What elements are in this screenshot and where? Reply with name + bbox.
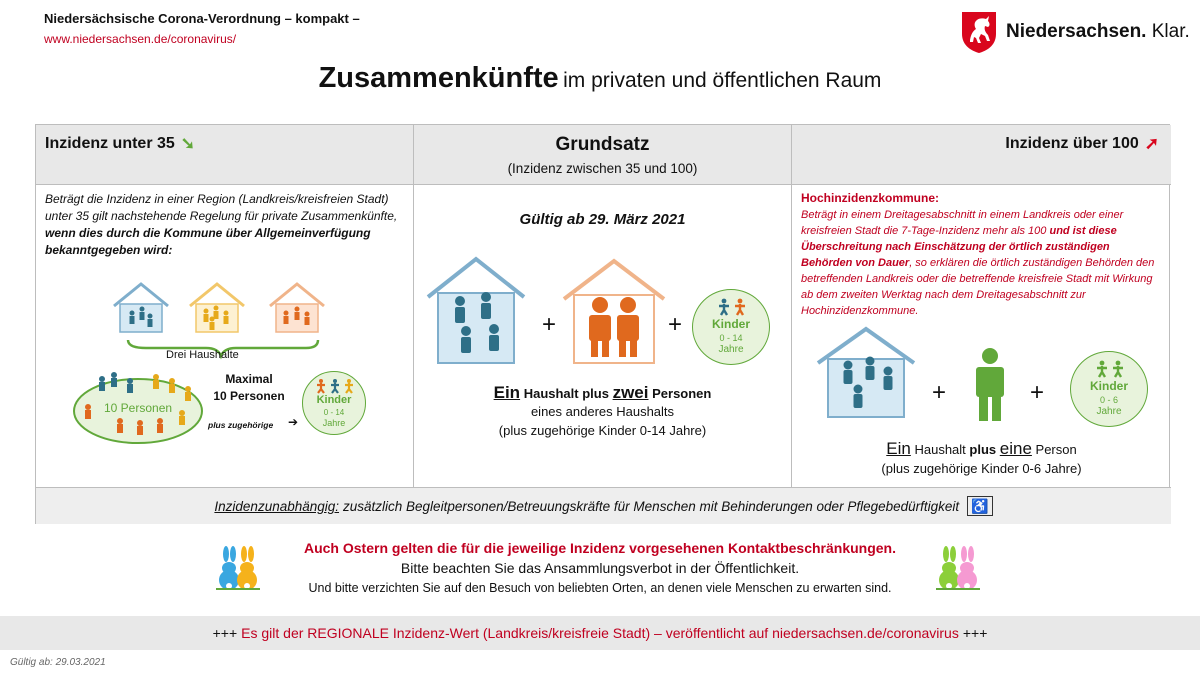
high-caption-line1 xyxy=(792,439,1171,459)
heading-high-text: Inzidenz über 100 xyxy=(1005,135,1139,152)
plus-sign-2: + xyxy=(668,311,683,338)
header-cell-low xyxy=(36,125,414,185)
house-two-persons-icon xyxy=(560,257,668,369)
house-yellow-icon xyxy=(190,284,244,332)
header-cell-high xyxy=(792,125,1171,185)
kids-age: 0 - 6 xyxy=(1099,395,1118,405)
base-caption-line2: eines anderes Haushalts xyxy=(530,404,675,419)
high-caption-line2: (plus zugehörige Kinder 0-6 Jahre) xyxy=(881,461,1082,476)
kids-age: 0 - 14 xyxy=(719,333,743,343)
kids-badge-high xyxy=(1070,351,1148,427)
persons-label: 10 Personen xyxy=(104,401,173,415)
caption-ein: Ein xyxy=(886,439,911,458)
kids-unit: Jahre xyxy=(1096,406,1122,417)
kids-label: Kinder xyxy=(711,317,750,331)
caption-zwei: zwei xyxy=(612,383,649,402)
easter-line3: Und bitte verzichten Sie auf den Besuch von beliebten Orten, an denen viele Menschen zu erwarten sind. xyxy=(308,581,892,595)
page-title-bold: Zusammenkünfte xyxy=(318,62,559,94)
page-title-rest: im privaten und öffentlichen Raum xyxy=(563,69,882,92)
heading-low xyxy=(45,134,195,154)
heading-high xyxy=(1005,134,1159,154)
person-green-icon xyxy=(970,347,1010,423)
body-cell-base xyxy=(414,185,792,488)
kids-icon xyxy=(715,298,749,316)
kids-badge-low xyxy=(302,371,366,435)
independent-row xyxy=(36,488,1171,524)
logo-brand: Niedersachsen. xyxy=(1006,21,1147,42)
kids-icon xyxy=(313,378,357,394)
max-line2: 10 Personen xyxy=(213,389,285,403)
caption-end: Personen xyxy=(652,386,712,401)
house-household-icon xyxy=(424,255,528,369)
caption-eine: eine xyxy=(999,439,1032,458)
house-orange-icon xyxy=(270,284,324,332)
hz-text-2: , so erklären die örtlich zuständigen Behörden den betreffenden Landkreis oder die betreffende kreisfreie Stadt mit Wirkung ab dem zweiten Werktag nach dem Dreitagesabschnitt zur Hochinzidenzkommune. xyxy=(801,257,1155,317)
valid-from: Gültig ab 29. März 2021 xyxy=(519,211,686,228)
heading-base: Grundsatz xyxy=(555,134,650,155)
hz-text-bold: und ist diese Überschreitung nach Einschätzung der örtlich zuständigen Behörden von Dauer xyxy=(801,225,1117,269)
header-url-link[interactable]: www.niedersachsen.de/coronavirus/ xyxy=(44,32,237,46)
low-description-bold: wenn dies durch die Kommune über Allgemeinverfügung bekanntgegeben wird: xyxy=(45,226,371,257)
banner-prefix: +++ xyxy=(212,625,238,641)
base-caption-line1 xyxy=(414,383,791,403)
independent-text: zusätzlich Begleitpersonen/Betreuungskräfte für Menschen mit Behinderungen oder Pflegebedürftigkeit xyxy=(343,498,960,514)
kids-badge-base xyxy=(692,289,770,365)
plus-sign-4: + xyxy=(1030,379,1045,406)
easter-line2: Bitte beachten Sie das Ansammlungsverbot in der Öffentlichkeit. xyxy=(400,560,800,576)
logo-claim: Klar. xyxy=(1151,21,1190,42)
low-description-plain: Beträgt die Inzidenz in einer Region (Landkreis/kreisfreien Stadt) unter 35 gilt nachstehende Regelung für private Zusammenkünfte, xyxy=(45,192,398,223)
banner-suffix: +++ xyxy=(962,625,988,641)
easter-line1: Auch Ostern gelten die für die jeweilige Inzidenz vorgesehenen Kontaktbeschränkungen. xyxy=(303,540,896,556)
plus-label: plus zugehörige xyxy=(208,420,274,430)
kids-label: Kinder xyxy=(1089,379,1128,393)
horse-crest-icon xyxy=(960,10,998,54)
arrow-up-red-icon: ➚ xyxy=(1144,134,1159,153)
valid-footnote: Gültig ab: 29.03.2021 xyxy=(10,657,106,668)
caption-mid: Haushalt xyxy=(914,442,966,457)
regional-banner xyxy=(0,616,1200,650)
rules-table xyxy=(35,124,1170,524)
logo-text xyxy=(1006,21,1190,43)
logo xyxy=(960,10,1190,54)
plus-sign-3: + xyxy=(932,379,947,406)
max-line1: Maximal xyxy=(225,372,273,386)
hz-text-1: Beträgt in einem Dreitagesabschnitt in einem Landkreis oder einer kreisfreien Stadt die 7-Tage-Inzidenz mehr als 100 xyxy=(801,209,1124,237)
house-household-icon xyxy=(814,325,918,421)
kids-age: 0 - 14 xyxy=(323,408,345,417)
header-title: Niedersächsische Corona-Verordnung – kompakt – xyxy=(44,11,360,26)
base-caption-line3: (plus zugehörige Kinder 0-14 Jahre) xyxy=(498,423,707,438)
arrow-down-green-icon: ➘ xyxy=(180,134,196,153)
caption-plus: plus xyxy=(969,442,997,457)
kids-label: Kinder xyxy=(316,394,352,406)
plus-sign-1: + xyxy=(542,311,557,338)
three-households-illustration xyxy=(106,278,336,358)
banner-text: Es gilt der REGIONALE Inzidenz-Wert (Landkreis/kreisfreie Stadt) – veröffentlicht auf niedersachsen.de/coronavirus xyxy=(241,625,959,641)
body-cell-low xyxy=(36,185,414,488)
hz-text xyxy=(801,207,1163,319)
caption-mid: Haushalt plus xyxy=(523,386,609,401)
wheelchair-icon: ♿ xyxy=(967,496,992,516)
hz-title: Hochinzidenzkommune: xyxy=(801,191,940,205)
heading-low-text: Inzidenz unter 35 xyxy=(45,135,175,152)
households-label: Drei Haushalte xyxy=(166,349,239,361)
arrow-right-icon: ➔ xyxy=(288,415,299,429)
house-blue-icon xyxy=(114,284,168,332)
page-title xyxy=(0,62,1200,95)
caption-end: Person xyxy=(1035,442,1077,457)
header-cell-base xyxy=(414,125,792,185)
heading-base-sub: (Inzidenz zwischen 35 und 100) xyxy=(507,161,698,176)
body-cell-high xyxy=(792,185,1171,488)
kids-icon xyxy=(1093,360,1127,378)
independent-label: Inzidenzunabhängig: xyxy=(214,498,340,514)
kids-unit: Jahre xyxy=(322,418,346,428)
kids-unit: Jahre xyxy=(718,344,744,355)
low-description xyxy=(45,191,403,259)
caption-ein: Ein xyxy=(493,383,521,402)
